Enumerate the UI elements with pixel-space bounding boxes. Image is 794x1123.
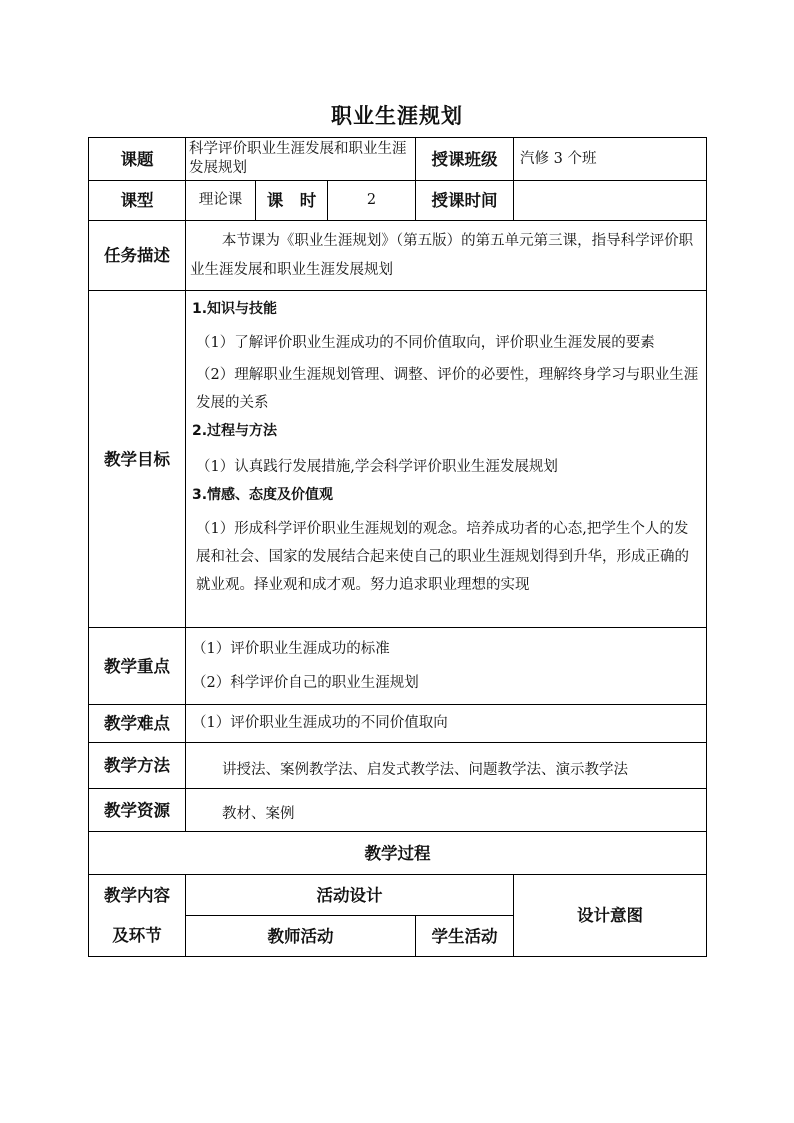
key-points-label: 教学重点 — [89, 628, 186, 705]
difficulty-point: （1）评价职业生涯成功的不同价值取向 — [186, 705, 707, 743]
goals-row — [89, 291, 707, 628]
method-label: 教学方法 — [89, 743, 186, 789]
goal-heading-values: 3.情感、态度及价值观 — [192, 487, 334, 503]
class-label: 授课班级 — [416, 138, 514, 181]
method-row — [89, 743, 707, 789]
process-title: 教学过程 — [89, 832, 707, 875]
topic-row — [89, 138, 707, 181]
resources-text: 教材、案例 — [186, 789, 707, 832]
task-label: 任务描述 — [89, 221, 186, 291]
key-points-row — [89, 628, 707, 705]
key-points-content — [186, 628, 707, 705]
activity-header-row — [89, 875, 707, 916]
time-value — [514, 181, 707, 221]
task-row — [89, 221, 707, 291]
goals-label: 教学目标 — [89, 291, 186, 628]
resources-row — [89, 789, 707, 832]
type-value: 理论课 — [186, 181, 256, 221]
teacher-activity-label: 教师活动 — [186, 916, 416, 957]
difficulty-label: 教学难点 — [89, 705, 186, 743]
content-label-line-1: 教学内容 — [104, 885, 170, 905]
goal-line: （2）理解职业生涯规划管理、调整、评价的必要性，理解终身学习与职业生涯发展的关系 — [196, 367, 699, 411]
key-point: （2）科学评价自己的职业生涯规划 — [192, 675, 419, 691]
hours-label: 课 时 — [256, 181, 328, 221]
hours-value: 2 — [328, 181, 416, 221]
process-header-row — [89, 832, 707, 875]
document-title: 职业生涯规划 — [331, 104, 463, 128]
goal-line: （1）了解评价职业生涯成功的不同价值取向，评价职业生涯发展的要素 — [196, 335, 655, 351]
difficulty-row — [89, 705, 707, 743]
time-label: 授课时间 — [416, 181, 514, 221]
content-label — [89, 875, 186, 957]
task-description: 本节课为《职业生涯规划》（第五版）的第五单元第三课，指导科学评价职业生涯发展和职业生涯发展规划 — [186, 221, 707, 291]
goal-heading-process: 2.过程与方法 — [192, 423, 278, 439]
lesson-plan-table — [88, 137, 707, 957]
goal-line: （1）认真践行发展措施,学会科学评价职业生涯发展规划 — [196, 459, 558, 475]
key-point: （1）评价职业生涯成功的标准 — [192, 641, 390, 657]
method-text: 讲授法、案例教学法、启发式教学法、问题教学法、演示教学法 — [186, 743, 707, 789]
goals-content — [186, 291, 707, 628]
design-intent-label: 设计意图 — [514, 875, 707, 957]
student-activity-label: 学生活动 — [416, 916, 514, 957]
topic-label: 课题 — [89, 138, 186, 181]
resources-label: 教学资源 — [89, 789, 186, 832]
goal-heading-knowledge: 1.知识与技能 — [192, 301, 278, 317]
class-value: 汽修 3 个班 — [514, 138, 707, 181]
topic-value: 科学评价职业生涯发展和职业生涯发展规划 — [186, 138, 416, 181]
type-label: 课型 — [89, 181, 186, 221]
goal-line: （1）形成科学评价职业生涯规划的观念。培养成功者的心态,把学生个人的发展和社会、国家的发展结合起来使自己的职业生涯规划得到升华，形成正确的就业观。择业观和成才观。努力追求职业理想的实现 — [196, 521, 689, 593]
activity-design-label: 活动设计 — [186, 875, 514, 916]
content-label-line-2: 及环节 — [112, 925, 162, 945]
type-row — [89, 181, 707, 221]
